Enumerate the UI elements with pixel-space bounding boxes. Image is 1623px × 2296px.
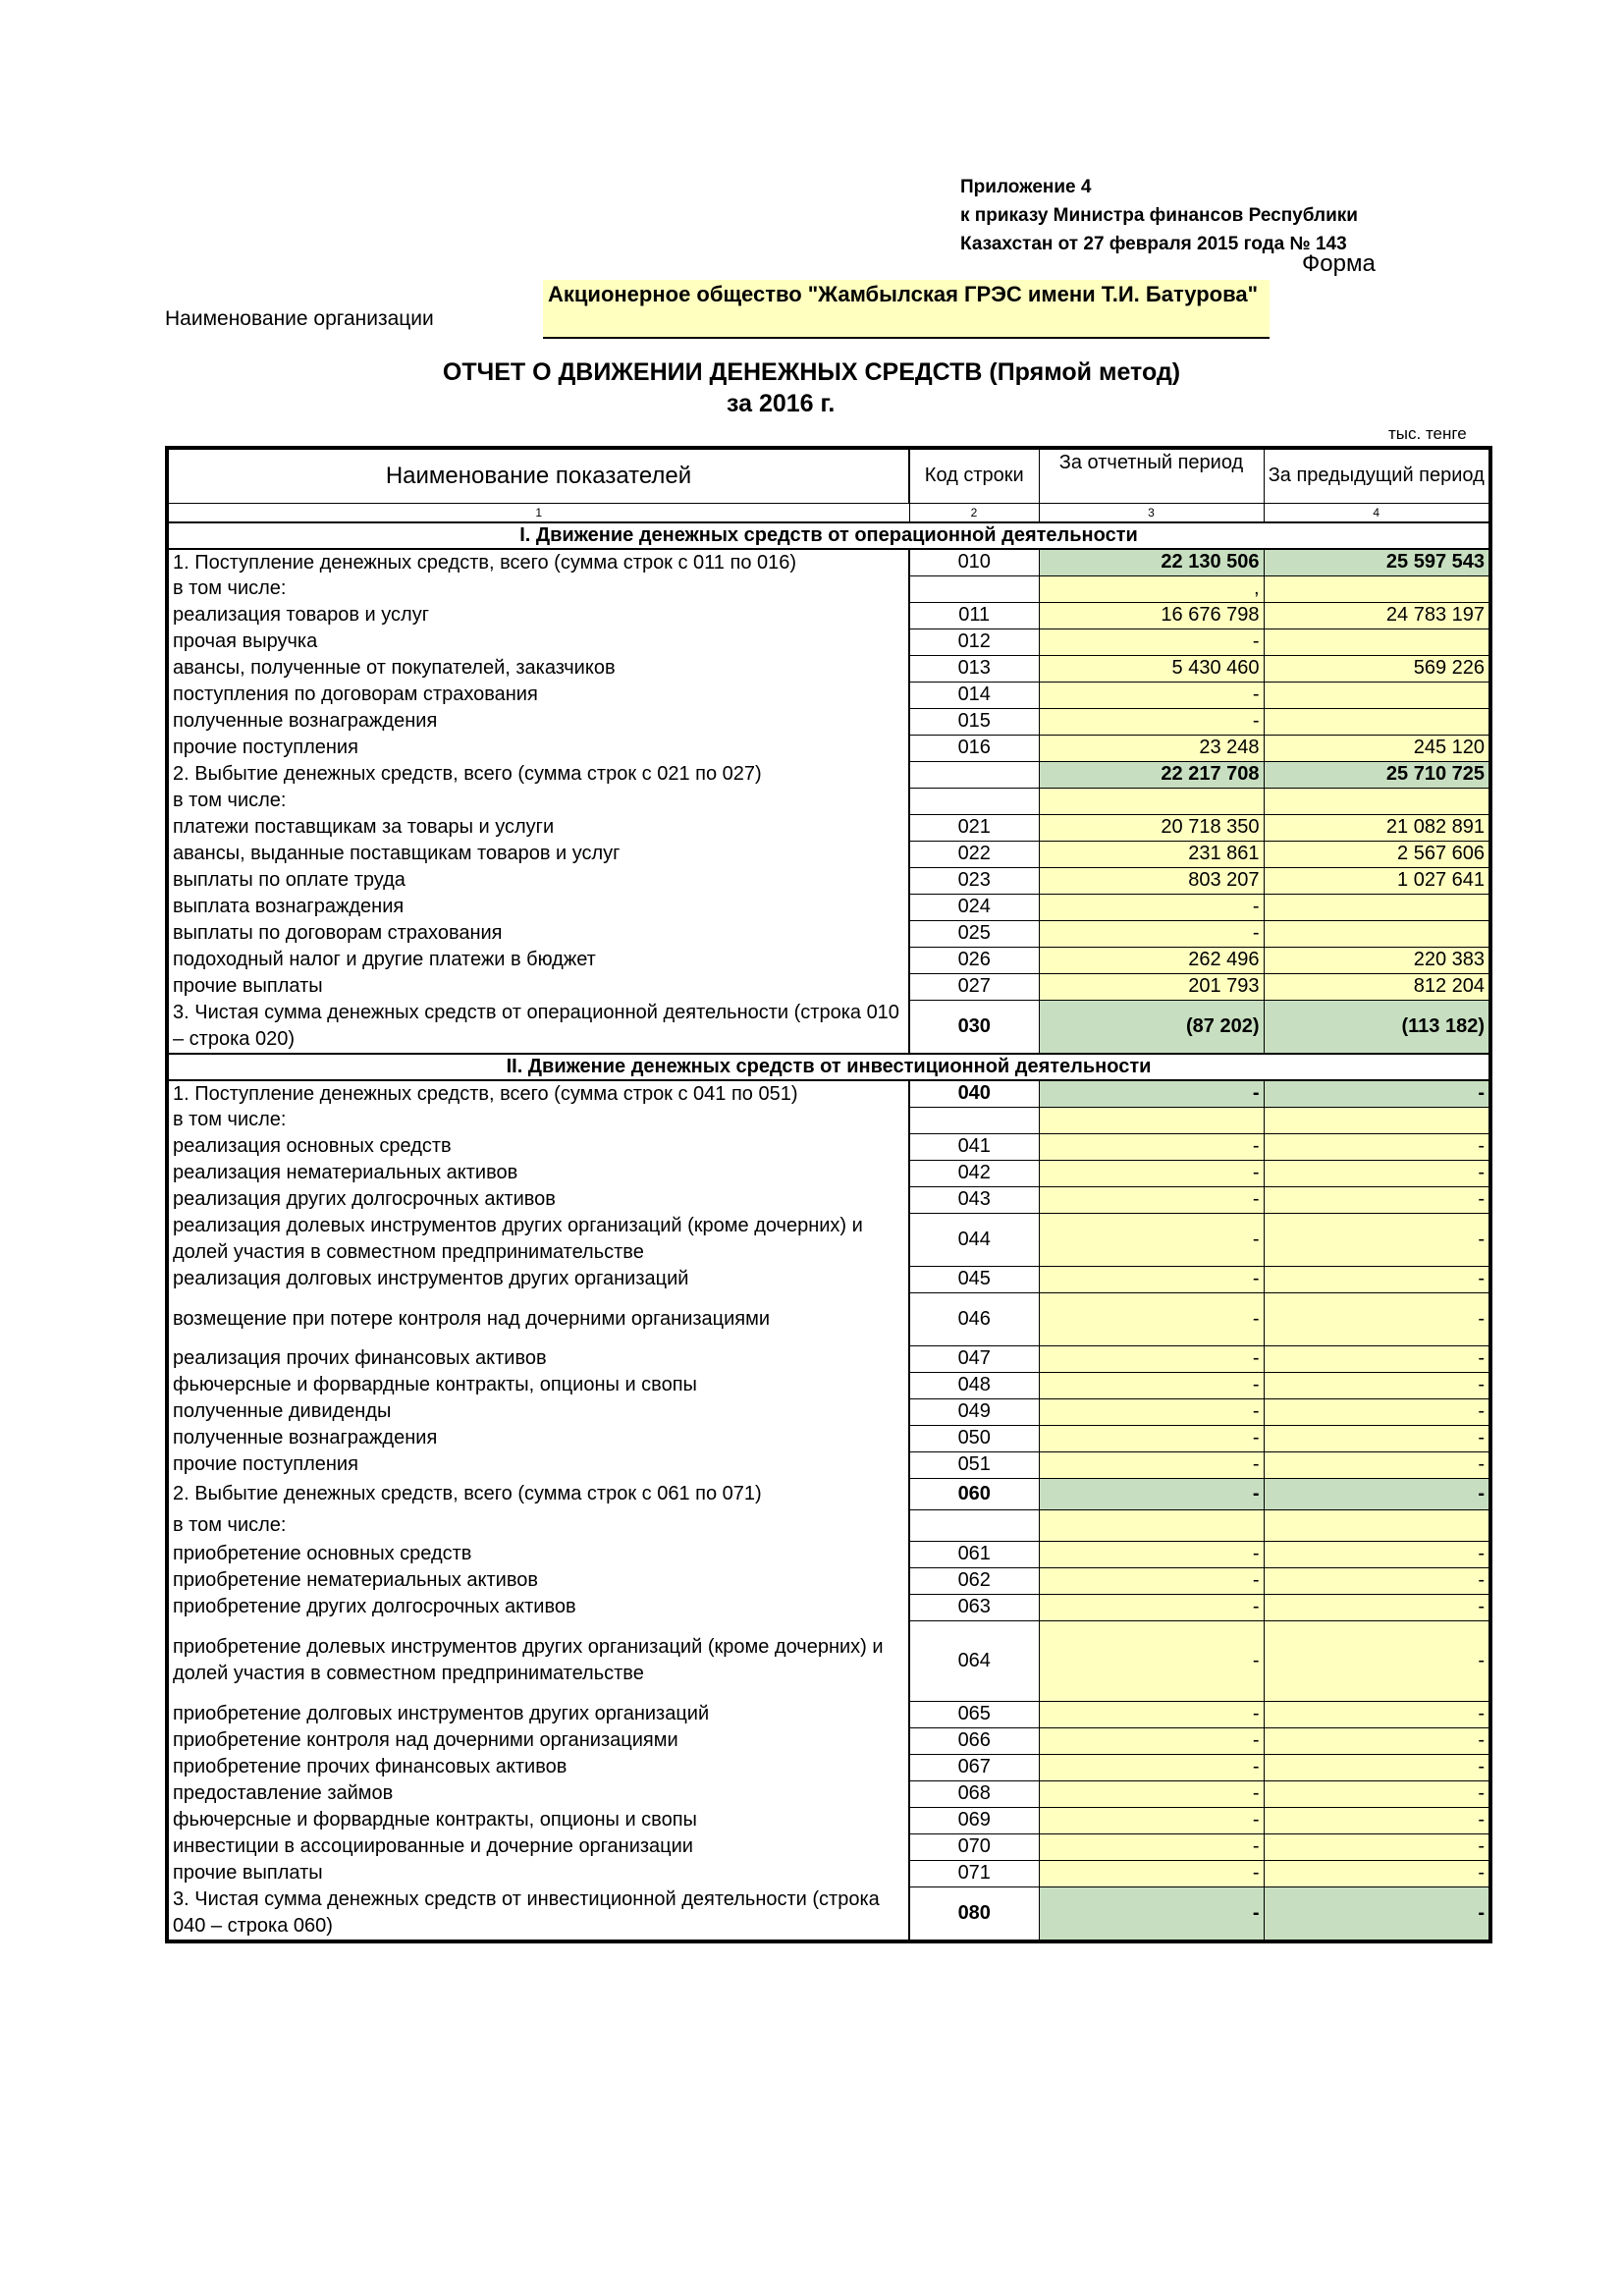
table-row [167, 1807, 1490, 1833]
row-name: платежи поставщикам за товары и услуги [167, 814, 909, 841]
row-value-current[interactable]: - [1039, 1425, 1264, 1451]
table-row [167, 1594, 1490, 1620]
row-value-previous[interactable] [1264, 629, 1490, 655]
row-name: прочие поступления [167, 1451, 909, 1478]
row-code: 026 [909, 947, 1039, 973]
table-row [167, 735, 1490, 761]
row-name: в том числе: [167, 788, 909, 814]
table-row [167, 1000, 1490, 1054]
row-value-previous[interactable] [1264, 894, 1490, 920]
row-code: 022 [909, 841, 1039, 867]
row-value-previous[interactable]: - [1264, 1345, 1490, 1372]
report-period: за 2016 г. [727, 390, 836, 417]
appendix-line-3: Казахстан от 27 февраля 2015 года № 143 [960, 234, 1347, 254]
row-value-previous[interactable]: 1 027 641 [1264, 867, 1490, 894]
row-value-current[interactable]: - [1039, 1541, 1264, 1567]
row-value-previous[interactable]: - [1264, 1133, 1490, 1160]
column-index-2: 2 [909, 503, 1039, 522]
row-name: реализация прочих финансовых активов [167, 1345, 909, 1372]
row-code: 010 [909, 549, 1039, 575]
row-value-current[interactable]: - [1039, 1886, 1264, 1941]
row-value-previous[interactable]: - [1264, 1780, 1490, 1807]
row-code: 080 [909, 1886, 1039, 1941]
table-row [167, 1451, 1490, 1478]
row-value-current[interactable]: - [1039, 1213, 1264, 1266]
table-row [167, 1541, 1490, 1567]
table-row [167, 1345, 1490, 1372]
row-value-current[interactable]: 803 207 [1039, 867, 1264, 894]
row-value-current[interactable]: - [1039, 1372, 1264, 1398]
row-value-previous[interactable]: - [1264, 1186, 1490, 1213]
table-row [167, 947, 1490, 973]
row-value-previous[interactable]: 24 783 197 [1264, 602, 1490, 629]
row-code: 011 [909, 602, 1039, 629]
table-header-row [167, 448, 1490, 503]
row-code: 050 [909, 1425, 1039, 1451]
header-current-period: За отчетный период [1039, 448, 1264, 503]
row-code: 044 [909, 1213, 1039, 1266]
row-name: 1. Поступление денежных средств, всего (сумма строк с 011 по 016) [167, 549, 909, 575]
row-name: приобретение основных средств [167, 1541, 909, 1567]
table-row [167, 973, 1490, 1000]
row-name: фьючерсные и форвардные контракты, опционы и свопы [167, 1372, 909, 1398]
row-value-previous[interactable]: 2 567 606 [1264, 841, 1490, 867]
row-name: реализация долевых инструментов других организаций (кроме дочерних) и долей участия в совместном предпринимательстве [167, 1213, 909, 1266]
row-value-current[interactable]: 201 793 [1039, 973, 1264, 1000]
row-code [909, 1509, 1039, 1541]
row-value-current[interactable]: 23 248 [1039, 735, 1264, 761]
column-index-4: 4 [1264, 503, 1490, 522]
row-code: 051 [909, 1451, 1039, 1478]
table-row [167, 708, 1490, 735]
section-header-row [167, 522, 1490, 549]
table-row [167, 1701, 1490, 1727]
table-row [167, 894, 1490, 920]
row-name: приобретение других долгосрочных активов [167, 1594, 909, 1620]
row-value-previous[interactable]: 25 710 725 [1264, 761, 1490, 788]
row-code: 070 [909, 1833, 1039, 1860]
row-name: авансы, выданные поставщикам товаров и услуг [167, 841, 909, 867]
row-code [909, 788, 1039, 814]
row-value-current[interactable]: - [1039, 708, 1264, 735]
row-name: в том числе: [167, 1107, 909, 1133]
row-value-previous[interactable]: 569 226 [1264, 655, 1490, 682]
row-value-current[interactable]: 231 861 [1039, 841, 1264, 867]
appendix-line-2: к приказу Министра финансов Республики [960, 205, 1358, 226]
header-previous-period: За предыдущий период [1264, 448, 1490, 503]
row-name: полученные дивиденды [167, 1398, 909, 1425]
row-value-current[interactable]: 22 217 708 [1039, 761, 1264, 788]
table-row [167, 1780, 1490, 1807]
row-code: 013 [909, 655, 1039, 682]
row-name: приобретение долевых инструментов других организаций (кроме дочерних) и долей участия в совместном предпринимательстве [167, 1620, 909, 1701]
row-value-current[interactable]: 262 496 [1039, 947, 1264, 973]
row-value-previous[interactable]: - [1264, 1425, 1490, 1451]
row-value-current[interactable]: - [1039, 1478, 1264, 1509]
row-name: в том числе: [167, 575, 909, 602]
row-value-previous[interactable] [1264, 920, 1490, 947]
row-code: 068 [909, 1780, 1039, 1807]
table-row [167, 1886, 1490, 1941]
row-value-previous[interactable] [1264, 708, 1490, 735]
row-name: авансы, полученные от покупателей, заказчиков [167, 655, 909, 682]
row-value-previous[interactable]: - [1264, 1478, 1490, 1509]
row-code: 043 [909, 1186, 1039, 1213]
row-value-previous[interactable]: - [1264, 1594, 1490, 1620]
row-value-current[interactable] [1039, 1107, 1264, 1133]
row-value-current[interactable]: - [1039, 1266, 1264, 1292]
table-row [167, 1292, 1490, 1345]
row-name: реализация основных средств [167, 1133, 909, 1160]
row-code: 027 [909, 973, 1039, 1000]
row-code: 069 [909, 1807, 1039, 1833]
row-name: полученные вознаграждения [167, 1425, 909, 1451]
row-value-previous[interactable]: - [1264, 1620, 1490, 1701]
header-name: Наименование показателей [167, 448, 909, 503]
table-row [167, 841, 1490, 867]
table-row [167, 1107, 1490, 1133]
row-name: фьючерсные и форвардные контракты, опционы и свопы [167, 1807, 909, 1833]
row-value-previous[interactable]: 812 204 [1264, 973, 1490, 1000]
table-row [167, 1567, 1490, 1594]
row-value-current[interactable]: , [1039, 575, 1264, 602]
row-value-previous[interactable]: - [1264, 1701, 1490, 1727]
row-value-current[interactable]: - [1039, 1833, 1264, 1860]
row-value-previous[interactable]: (113 182) [1264, 1000, 1490, 1054]
row-name: 2. Выбытие денежных средств, всего (сумма строк с 061 по 071) [167, 1478, 909, 1509]
row-value-current[interactable]: - [1039, 1594, 1264, 1620]
row-value-previous[interactable]: - [1264, 1833, 1490, 1860]
row-name: выплаты по оплате труда [167, 867, 909, 894]
row-code: 042 [909, 1160, 1039, 1186]
report-title: ОТЧЕТ О ДВИЖЕНИИ ДЕНЕЖНЫХ СРЕДСТВ (Прямой метод) [442, 358, 1181, 386]
row-name: приобретение контроля над дочерними организациями [167, 1727, 909, 1754]
column-index-1: 1 [167, 503, 909, 522]
row-value-current[interactable]: - [1039, 894, 1264, 920]
table-row [167, 575, 1490, 602]
table-row [167, 761, 1490, 788]
form-label: Форма [1302, 250, 1376, 277]
row-code: 040 [909, 1080, 1039, 1107]
row-name: реализация других долгосрочных активов [167, 1186, 909, 1213]
row-name: полученные вознаграждения [167, 708, 909, 735]
table-row [167, 867, 1490, 894]
row-value-previous[interactable]: 25 597 543 [1264, 549, 1490, 575]
row-code: 023 [909, 867, 1039, 894]
row-name: 2. Выбытие денежных средств, всего (сумма строк с 021 по 027) [167, 761, 909, 788]
table-row [167, 1478, 1490, 1509]
row-value-previous[interactable]: - [1264, 1807, 1490, 1833]
table-row [167, 1266, 1490, 1292]
row-value-current[interactable]: (87 202) [1039, 1000, 1264, 1054]
table-row [167, 1398, 1490, 1425]
row-name: 1. Поступление денежных средств, всего (сумма строк с 041 по 051) [167, 1080, 909, 1107]
table-row [167, 1186, 1490, 1213]
row-value-current[interactable]: - [1039, 1780, 1264, 1807]
row-name: прочие поступления [167, 735, 909, 761]
row-value-current[interactable]: - [1039, 1133, 1264, 1160]
header-code: Код строки [909, 448, 1039, 503]
table-row [167, 1133, 1490, 1160]
row-code: 047 [909, 1345, 1039, 1372]
row-code: 064 [909, 1620, 1039, 1701]
table-row [167, 629, 1490, 655]
row-value-previous[interactable]: - [1264, 1754, 1490, 1780]
units-label: тыс. тенге [1388, 424, 1467, 443]
row-name: выплата вознаграждения [167, 894, 909, 920]
row-value-current[interactable] [1039, 788, 1264, 814]
row-value-current[interactable]: - [1039, 1567, 1264, 1594]
row-code: 063 [909, 1594, 1039, 1620]
row-value-previous[interactable] [1264, 1107, 1490, 1133]
row-value-current[interactable]: - [1039, 1345, 1264, 1372]
row-name: прочие выплаты [167, 973, 909, 1000]
cash-flow-table [165, 446, 1492, 1943]
row-value-previous[interactable]: - [1264, 1292, 1490, 1345]
table-row [167, 655, 1490, 682]
row-value-previous[interactable] [1264, 682, 1490, 708]
row-name: приобретение прочих финансовых активов [167, 1754, 909, 1780]
table-row [167, 788, 1490, 814]
row-code: 062 [909, 1567, 1039, 1594]
organization-label: Наименование организации [165, 307, 434, 330]
table-row [167, 1160, 1490, 1186]
table-row [167, 814, 1490, 841]
row-name: в том числе: [167, 1509, 909, 1541]
table-row [167, 1860, 1490, 1886]
row-code: 046 [909, 1292, 1039, 1345]
row-value-current[interactable]: - [1039, 1701, 1264, 1727]
appendix-line-1: Приложение 4 [960, 177, 1092, 197]
row-value-current[interactable]: - [1039, 1727, 1264, 1754]
row-value-current[interactable]: - [1039, 1807, 1264, 1833]
row-name: реализация товаров и услуг [167, 602, 909, 629]
row-code: 048 [909, 1372, 1039, 1398]
row-value-current[interactable]: - [1039, 1451, 1264, 1478]
row-code: 030 [909, 1000, 1039, 1054]
row-code: 066 [909, 1727, 1039, 1754]
appendix-note [960, 173, 1471, 258]
row-code: 024 [909, 894, 1039, 920]
row-value-current[interactable]: - [1039, 920, 1264, 947]
row-code: 065 [909, 1701, 1039, 1727]
row-value-previous[interactable]: - [1264, 1398, 1490, 1425]
row-value-previous[interactable]: - [1264, 1160, 1490, 1186]
row-value-current[interactable]: - [1039, 1620, 1264, 1701]
row-name: возмещение при потере контроля над дочерними организациями [167, 1292, 909, 1345]
table-row [167, 1213, 1490, 1266]
row-value-previous[interactable]: 21 082 891 [1264, 814, 1490, 841]
row-code: 015 [909, 708, 1039, 735]
row-name: инвестиции в ассоциированные и дочерние организации [167, 1833, 909, 1860]
row-value-current[interactable]: - [1039, 1398, 1264, 1425]
row-value-current[interactable]: - [1039, 1160, 1264, 1186]
table-row [167, 1372, 1490, 1398]
row-name: 3. Чистая сумма денежных средств от операционной деятельности (строка 010 – строка 020) [167, 1000, 909, 1054]
table-row [167, 1425, 1490, 1451]
table-row [167, 602, 1490, 629]
row-value-current[interactable]: - [1039, 1080, 1264, 1107]
row-value-previous[interactable]: 245 120 [1264, 735, 1490, 761]
row-value-previous[interactable]: 220 383 [1264, 947, 1490, 973]
row-value-current[interactable]: - [1039, 1754, 1264, 1780]
row-code: 060 [909, 1478, 1039, 1509]
row-code: 061 [909, 1541, 1039, 1567]
row-value-current[interactable]: - [1039, 682, 1264, 708]
row-value-previous[interactable]: - [1264, 1080, 1490, 1107]
row-code: 025 [909, 920, 1039, 947]
row-value-previous[interactable] [1264, 1509, 1490, 1541]
row-code: 045 [909, 1266, 1039, 1292]
row-code: 012 [909, 629, 1039, 655]
section-title: I. Движение денежных средств от операционной деятельности [167, 522, 1490, 549]
row-value-current[interactable]: - [1039, 1860, 1264, 1886]
table-row [167, 1727, 1490, 1754]
row-name: предоставление займов [167, 1780, 909, 1807]
row-value-previous[interactable] [1264, 575, 1490, 602]
row-name: поступления по договорам страхования [167, 682, 909, 708]
row-value-previous[interactable]: - [1264, 1372, 1490, 1398]
row-name: прочие выплаты [167, 1860, 909, 1886]
table-row [167, 920, 1490, 947]
row-name: приобретение нематериальных активов [167, 1567, 909, 1594]
row-name: приобретение долговых инструментов других организаций [167, 1701, 909, 1727]
row-name: реализация долговых инструментов других организаций [167, 1266, 909, 1292]
row-value-previous[interactable]: - [1264, 1860, 1490, 1886]
section-header-row [167, 1054, 1490, 1080]
row-name: реализация нематериальных активов [167, 1160, 909, 1186]
table-row [167, 682, 1490, 708]
row-value-current[interactable]: 16 676 798 [1039, 602, 1264, 629]
row-value-current[interactable] [1039, 1509, 1264, 1541]
row-value-current[interactable]: - [1039, 629, 1264, 655]
row-value-previous[interactable]: - [1264, 1541, 1490, 1567]
table-row [167, 549, 1490, 575]
row-value-previous[interactable]: - [1264, 1727, 1490, 1754]
row-code: 071 [909, 1860, 1039, 1886]
section-title: II. Движение денежных средств от инвестиционной деятельности [167, 1054, 1490, 1080]
row-value-current[interactable]: 20 718 350 [1039, 814, 1264, 841]
row-code [909, 1107, 1039, 1133]
table-row [167, 1080, 1490, 1107]
row-name: выплаты по договорам страхования [167, 920, 909, 947]
row-value-current[interactable]: 22 130 506 [1039, 549, 1264, 575]
row-value-current[interactable]: - [1039, 1292, 1264, 1345]
row-code: 014 [909, 682, 1039, 708]
table-row [167, 1833, 1490, 1860]
row-value-previous[interactable]: - [1264, 1567, 1490, 1594]
row-value-previous[interactable]: - [1264, 1213, 1490, 1266]
column-index-3: 3 [1039, 503, 1264, 522]
row-value-previous[interactable]: - [1264, 1266, 1490, 1292]
row-value-current[interactable]: - [1039, 1186, 1264, 1213]
row-name: прочая выручка [167, 629, 909, 655]
table-row [167, 1620, 1490, 1701]
row-code: 016 [909, 735, 1039, 761]
row-value-current[interactable]: 5 430 460 [1039, 655, 1264, 682]
row-value-previous[interactable]: - [1264, 1451, 1490, 1478]
table-row [167, 1509, 1490, 1541]
row-name: подоходный налог и другие платежи в бюджет [167, 947, 909, 973]
row-value-previous[interactable]: - [1264, 1886, 1490, 1941]
row-value-previous[interactable] [1264, 788, 1490, 814]
row-code [909, 575, 1039, 602]
row-code: 049 [909, 1398, 1039, 1425]
table-row [167, 1754, 1490, 1780]
row-code: 021 [909, 814, 1039, 841]
column-index-row [167, 503, 1490, 522]
row-name: 3. Чистая сумма денежных средств от инвестиционной деятельности (строка 040 – строка 060) [167, 1886, 909, 1941]
row-code [909, 761, 1039, 788]
row-code: 041 [909, 1133, 1039, 1160]
row-code: 067 [909, 1754, 1039, 1780]
organization-name-field[interactable]: Акционерное общество "Жамбылская ГРЭС имени Т.И. Батурова" [543, 280, 1270, 339]
